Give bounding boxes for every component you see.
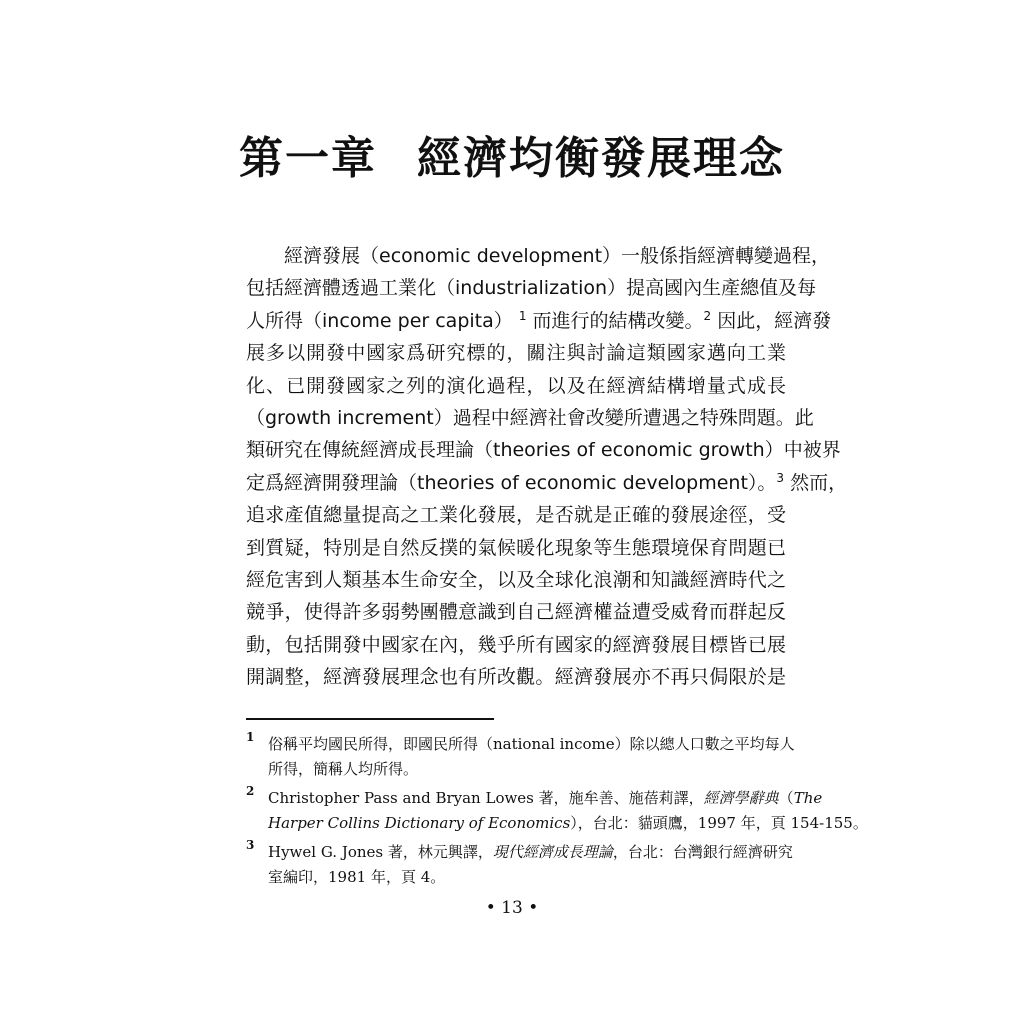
body-line: 動，包括開發中國家在內，幾乎所有國家的經濟發展目標皆已展: [246, 633, 786, 656]
book-title: 現代經濟成長理論: [492, 843, 613, 861]
body-line: 到質疑，特別是自然反撲的氣候暖化現象等生態環境保育問題已: [246, 536, 786, 559]
footnote-number: 3: [246, 838, 255, 852]
body-line: （growth increment）過程中經濟社會改變所遭遇之特殊問題。此: [246, 406, 814, 429]
body-line: 開調整，經濟發展理念也有所改觀。經濟發展亦不再只侷限於是: [246, 666, 786, 689]
chapter-title: [0, 122, 1024, 186]
body-line: 包括經濟體透過工業化（industrialization）提高國內生產總值及每: [246, 277, 817, 300]
page-number: • 13 •: [485, 898, 539, 918]
footnote-divider: [246, 718, 494, 720]
body-line: 展多以開發中國家爲研究標的，關注與討論這類國家邁向工業: [246, 342, 786, 365]
body-line: 追求產值總量提高之工業化發展，是否就是正確的發展途徑，受: [246, 504, 786, 527]
footnote-ref-3[interactable]: 3: [776, 470, 785, 485]
footnote-ref-2[interactable]: 2: [703, 308, 712, 323]
chapter-number: 第一章: [239, 133, 377, 184]
body-line: 類研究在傳統經濟成長理論（theories of economic growth）中被界: [246, 439, 841, 462]
body-line: 競爭，使得許多弱勢團體意識到自己經濟權益遭受威脅而群起反: [246, 601, 786, 624]
footnote-ref-1[interactable]: 1: [518, 308, 527, 323]
footnotes: [246, 730, 868, 894]
book-title: 經濟學辭典: [703, 789, 779, 807]
footnote-line: Christopher Pass and Bryan Lowes 著，施牟善、施蓓莉譯，經濟學辭典（The: [268, 789, 823, 807]
body-line: 人所得（income per capita） $^1$ 而進行的結構改變。$^2$ 因此，經濟發: [246, 308, 832, 332]
footnote-line: Hywel G. Jones 著，林元興譯，現代經濟成長理論，台北：台灣銀行經濟研究: [268, 843, 793, 861]
body-paragraph: [246, 240, 848, 693]
body-line: 經濟發展（economic development）一般係指經濟轉變過程，: [284, 245, 831, 267]
book-title: Harper Collins Dictionary of Economics: [268, 814, 571, 832]
footnote-number: 1: [246, 730, 255, 744]
footnote-2: [246, 784, 868, 836]
footnote-line: Harper Collins Dictionary of Economics），台北：貓頭鷹，1997 年，頁 154-155。: [268, 814, 868, 832]
body-line: 經危害到人類基本生命安全，以及全球化浪潮和知識經濟時代之: [246, 568, 786, 591]
body-line: 定爲經濟開發理論（theories of economic development）。$^3$ 然而，: [246, 470, 848, 494]
body-line: 化、已開發國家之列的演化過程，以及在經濟結構增量式成長: [246, 374, 786, 397]
footnote-number: 2: [246, 784, 255, 798]
footnote-3: [246, 838, 793, 890]
footnote-line: 所得，簡稱人均所得。: [268, 760, 419, 778]
chapter-name: 經濟均衡發展理念: [417, 133, 785, 184]
footnote-line: 俗稱平均國民所得，即國民所得（national income）除以總人口數之平均每人: [268, 735, 795, 753]
footnote-line: 室編印，1981 年，頁 4。: [268, 868, 446, 886]
footnote-1: [246, 730, 795, 782]
